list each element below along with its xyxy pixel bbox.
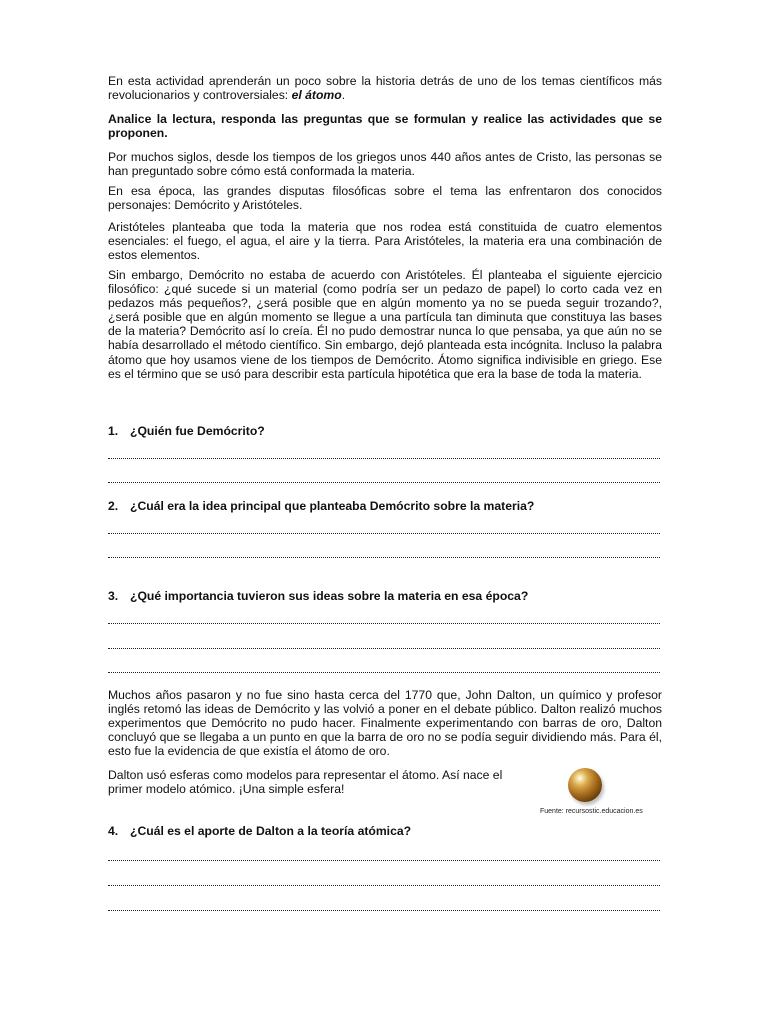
paragraph-disputes: En esa época, las grandes disputas filosóficas sobre el tema las enfrentaron dos conocidos personajes: Demócrito y Aristóteles. xyxy=(108,184,662,213)
answer-line[interactable] xyxy=(108,910,660,911)
question-1: 1. ¿Quién fue Demócrito? xyxy=(108,424,265,438)
gold-sphere-image xyxy=(568,768,608,802)
answer-line[interactable] xyxy=(108,623,660,624)
answer-line[interactable] xyxy=(108,672,660,673)
answer-line[interactable] xyxy=(108,482,660,483)
atom-emphasis: el átomo xyxy=(291,88,342,103)
answer-line[interactable] xyxy=(108,885,660,886)
answer-line[interactable] xyxy=(108,557,660,558)
sphere-icon xyxy=(568,768,602,802)
paragraph-dalton: Muchos años pasaron y no fue sino hasta cerca del 1770 que, John Dalton, un químico y profesor inglés retomó las ideas de Demócrito y las volvió a poner en el debate público. Dalton realizó muchos experimentos que Demócrito no pudo hacer. Finalmente experimentando con barras de oro, Dalton concluyó que se llegaba a un punto en que la barra de oro no se podía seguir dividiendo más. Para él, esto fue la evidencia de que existía el átomo de oro. xyxy=(108,688,662,759)
paragraph-democritus: Sin embargo, Demócrito no estaba de acuerdo con Aristóteles. Él planteaba el siguiente ejercicio filosófico: ¿qué sucede si un material (como podría ser un pedazo de papel) lo corto cada vez en pedazos más pequeños?, ¿será posible que en algún momento ya no se pueda seguir trozando?, ¿será posible que en algún momento se llegue a una partícula tan diminuta que constituya las bases de la materia? Demócrito así lo creía. Él no pudo demostrar nunca lo que pensaba, ya que aún no se había desarrollado el método científico. Sin embargo, dejó planteada esta incógnita. Incluso la palabra átomo que hoy usamos viene de los tiempos de Demócrito. Átomo significa indivisible en griego. Ese es el término que se usó para describir esta partícula hipotética que era la base de toda la materia. xyxy=(108,268,662,381)
question-4: 4. ¿Cuál es el aporte de Dalton a la teoría atómica? xyxy=(108,824,412,838)
answer-line[interactable] xyxy=(108,648,660,649)
paragraph-aristotle: Aristóteles planteaba que toda la materia que nos rodea está constituida de cuatro elementos esenciales: el fuego, el agua, el aire y la tierra. Para Aristóteles, la materia era una combinación de estos elementos. xyxy=(108,220,662,263)
image-credit: Fuente: recursostic.educacion.es xyxy=(540,808,643,815)
instruction-text: Analice la lectura, responda las preguntas que se formulan y realice las actividades que se proponen. xyxy=(108,112,662,141)
answer-line[interactable] xyxy=(108,458,660,459)
paragraph-history: Por muchos siglos, desde los tiempos de los griegos unos 440 años antes de Cristo, las personas se han preguntado sobre cómo está conformada la materia. xyxy=(108,150,662,179)
intro-paragraph: En esta actividad aprenderán un poco sobre la historia detrás de uno de los temas científicos más revolucionarios y controversiales: el átomo. xyxy=(108,74,662,103)
paragraph-dalton-model: Dalton usó esferas como modelos para representar el átomo. Así nace el primer modelo atómico. ¡Una simple esfera! xyxy=(108,768,503,797)
answer-line[interactable] xyxy=(108,860,660,861)
answer-line[interactable] xyxy=(108,533,660,534)
question-3: 3. ¿Qué importancia tuvieron sus ideas sobre la materia en esa época? xyxy=(108,589,529,603)
question-2: 2. ¿Cuál era la idea principal que planteaba Demócrito sobre la materia? xyxy=(108,499,535,513)
